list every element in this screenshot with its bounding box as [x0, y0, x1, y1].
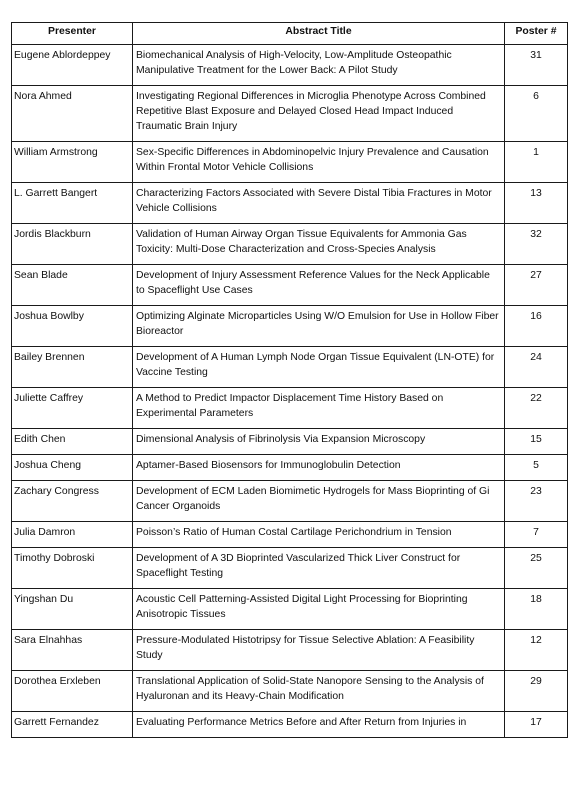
poster-number-cell: 25: [505, 548, 568, 589]
presenter-cell: L. Garrett Bangert: [12, 183, 133, 224]
presenter-cell: Yingshan Du: [12, 589, 133, 630]
abstract-title-cell: Optimizing Alginate Microparticles Using W/O Emulsion for Use in Hollow Fiber Bioreactor: [133, 306, 505, 347]
presenter-cell: Joshua Bowlby: [12, 306, 133, 347]
presenter-header: Presenter: [12, 23, 133, 45]
poster-number-cell: 18: [505, 589, 568, 630]
abstract-title-cell: A Method to Predict Impactor Displacement Time History Based on Experimental Parameters: [133, 388, 505, 429]
table-row: [12, 429, 568, 455]
table-row: [12, 671, 568, 712]
abstract-title-cell: Development of A 3D Bioprinted Vascularized Thick Liver Construct for Spaceflight Testing: [133, 548, 505, 589]
poster-number-cell: 22: [505, 388, 568, 429]
abstract-title-cell: Pressure-Modulated Histotripsy for Tissue Selective Ablation: A Feasibility Study: [133, 630, 505, 671]
poster-number-cell: 24: [505, 347, 568, 388]
abstract-title-cell: Translational Application of Solid-State Nanopore Sensing to the Analysis of Hyaluronan and its Heavy-Chain Modification: [133, 671, 505, 712]
header-row: [12, 23, 568, 45]
table-row: [12, 142, 568, 183]
table-row: [12, 455, 568, 481]
presenter-cell: Dorothea Erxleben: [12, 671, 133, 712]
poster-number-cell: 7: [505, 522, 568, 548]
presenter-cell: Eugene Ablordeppey: [12, 45, 133, 86]
poster-number-cell: 5: [505, 455, 568, 481]
abstract-title-cell: Biomechanical Analysis of High-Velocity, Low-Amplitude Osteopathic Manipulative Treatment for the Lower Back: A Pilot Study: [133, 45, 505, 86]
table-row: [12, 183, 568, 224]
abstract-title-cell: Evaluating Performance Metrics Before and After Return from Injuries in: [133, 712, 505, 738]
presenter-cell: Edith Chen: [12, 429, 133, 455]
presenter-cell: Timothy Dobroski: [12, 548, 133, 589]
poster-number-cell: 23: [505, 481, 568, 522]
abstract-title-cell: Dimensional Analysis of Fibrinolysis Via Expansion Microscopy: [133, 429, 505, 455]
presenter-cell: Zachary Congress: [12, 481, 133, 522]
table-row: [12, 347, 568, 388]
poster-number-cell: 16: [505, 306, 568, 347]
table-row: [12, 630, 568, 671]
poster-number-cell: 27: [505, 265, 568, 306]
presenter-cell: Garrett Fernandez: [12, 712, 133, 738]
poster-number-cell: 29: [505, 671, 568, 712]
abstract-title-cell: Development of A Human Lymph Node Organ Tissue Equivalent (LN-OTE) for Vaccine Testing: [133, 347, 505, 388]
table-row: [12, 712, 568, 738]
abstract-title-cell: Investigating Regional Differences in Microglia Phenotype Across Combined Repetitive Blast Exposure and Delayed Closed Head Impact Induced Traumatic Brain Injury: [133, 86, 505, 142]
poster-number-cell: 12: [505, 630, 568, 671]
presenter-cell: Sara Elnahhas: [12, 630, 133, 671]
table-row: [12, 548, 568, 589]
presenter-cell: Nora Ahmed: [12, 86, 133, 142]
poster-number-cell: 31: [505, 45, 568, 86]
poster-number-cell: 1: [505, 142, 568, 183]
table-row: [12, 481, 568, 522]
abstract-title-header: Abstract Title: [133, 23, 505, 45]
abstract-title-cell: Acoustic Cell Patterning-Assisted Digital Light Processing for Bioprinting Anisotropic Tissues: [133, 589, 505, 630]
presenter-cell: Juliette Caffrey: [12, 388, 133, 429]
presenter-cell: Joshua Cheng: [12, 455, 133, 481]
poster-number-cell: 15: [505, 429, 568, 455]
presenter-cell: Jordis Blackburn: [12, 224, 133, 265]
table-row: [12, 45, 568, 86]
table-row: [12, 388, 568, 429]
abstract-title-cell: Development of ECM Laden Biomimetic Hydrogels for Mass Bioprinting of Gi Cancer Organoids: [133, 481, 505, 522]
presenter-cell: Bailey Brennen: [12, 347, 133, 388]
abstract-title-cell: Sex-Specific Differences in Abdominopelvic Injury Prevalence and Causation Within Frontal Motor Vehicle Collisions: [133, 142, 505, 183]
table-row: [12, 589, 568, 630]
abstract-title-cell: Poisson’s Ratio of Human Costal Cartilage Perichondrium in Tension: [133, 522, 505, 548]
abstract-title-cell: Aptamer-Based Biosensors for Immunoglobulin Detection: [133, 455, 505, 481]
table-row: [12, 306, 568, 347]
presenter-cell: Sean Blade: [12, 265, 133, 306]
poster-schedule-table: [11, 22, 568, 738]
poster-number-cell: 17: [505, 712, 568, 738]
abstract-title-cell: Development of Injury Assessment Reference Values for the Neck Applicable to Spaceflight Use Cases: [133, 265, 505, 306]
presenter-cell: William Armstrong: [12, 142, 133, 183]
poster-number-cell: 32: [505, 224, 568, 265]
abstract-title-cell: Validation of Human Airway Organ Tissue Equivalents for Ammonia Gas Toxicity: Multi-Dose Characterization and Cross-Species Analysis: [133, 224, 505, 265]
table-row: [12, 86, 568, 142]
abstract-title-cell: Characterizing Factors Associated with Severe Distal Tibia Fractures in Motor Vehicle Collisions: [133, 183, 505, 224]
table-row: [12, 522, 568, 548]
poster-number-cell: 6: [505, 86, 568, 142]
presenter-cell: Julia Damron: [12, 522, 133, 548]
table-row: [12, 224, 568, 265]
poster-number-cell: 13: [505, 183, 568, 224]
table-row: [12, 265, 568, 306]
poster-number-header: Poster #: [505, 23, 568, 45]
